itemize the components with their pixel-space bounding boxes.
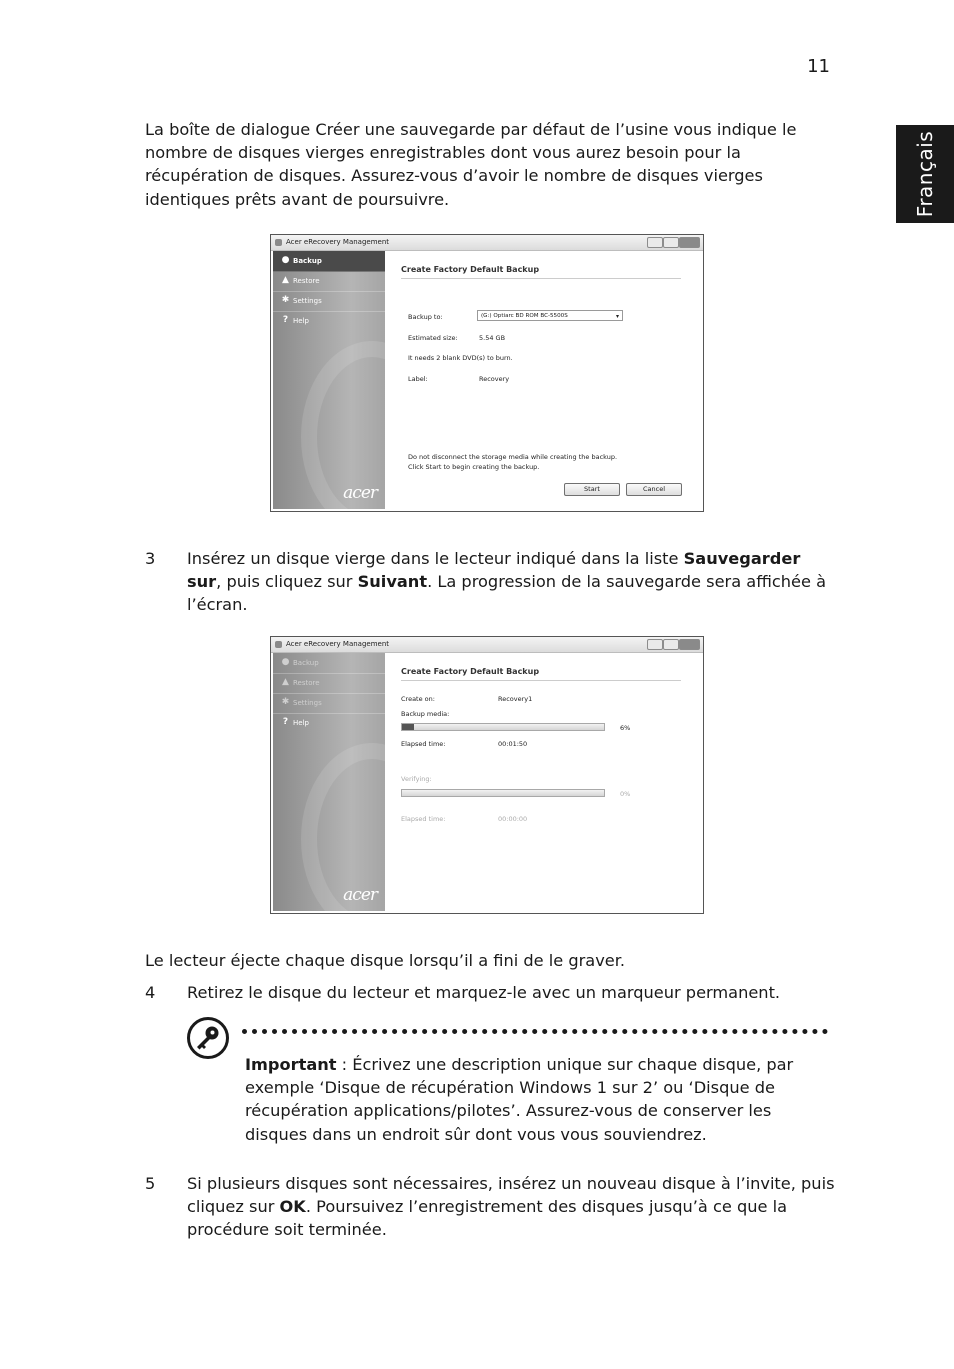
step-3-bold-backup-to: Sauvegarder sur	[187, 549, 801, 592]
dialog-titlebar	[271, 235, 703, 251]
nav-settings-label: Settings	[293, 699, 322, 707]
important-text: : Écrivez une description unique sur chaque disque, par exemple ‘Disque de récupération Windows 1 sur 2’ ou ‘Disque de récupération applications/pilotes’. Assurez-vous de conserver les disques dans un endroit sûr dont vous vous souviendrez.	[245, 1055, 794, 1144]
create-on-value: Recovery1	[498, 695, 533, 703]
label-value: Recovery	[479, 375, 510, 383]
restore-icon: ▲	[282, 275, 289, 285]
maximize-icon	[663, 639, 679, 650]
backup-progress-screenshot	[270, 636, 704, 914]
start-note: Click Start to begin creating the backup.	[408, 463, 540, 471]
step-5-bold-ok: OK	[279, 1197, 306, 1217]
dialog-heading: Create Factory Default Backup	[401, 265, 540, 274]
nav-settings	[273, 693, 385, 714]
nav-settings	[273, 291, 385, 312]
step-5-number: 5	[145, 1174, 156, 1193]
nav-backup	[273, 251, 385, 272]
help-icon: ?	[282, 717, 289, 727]
backup-dialog-screenshot	[270, 234, 704, 512]
step-5-text	[187, 1172, 837, 1242]
step-4-text: Retirez le disque du lecteur et marquez-le avec un marqueur permanent.	[187, 983, 781, 1002]
backup-to-dropdown	[477, 310, 623, 321]
verify-percent: 0%	[620, 790, 631, 798]
backup-percent: 6%	[620, 724, 631, 732]
language-tab-label: Français	[913, 130, 937, 218]
nav-help-label: Help	[293, 317, 309, 325]
dialog-content	[387, 251, 701, 509]
step-3-text	[187, 547, 837, 617]
app-icon	[275, 239, 282, 246]
page-number: 11	[807, 56, 830, 77]
dialog-title: Acer eRecovery Management	[286, 640, 390, 648]
backup-icon: ●	[281, 657, 290, 667]
nav-help-label: Help	[293, 719, 309, 727]
verify-elapsed-value: 00:00:00	[498, 815, 528, 823]
dialog-sidebar	[273, 251, 385, 509]
close-icon	[679, 237, 700, 248]
backup-to-value: (G:) Optiarc BD ROM BC-5500S	[481, 313, 568, 319]
backup-progress-bar	[401, 723, 605, 731]
step-3-text-after: . La progression de la sauvegarde sera affichée à l’écran.	[187, 572, 826, 615]
nav-restore	[273, 673, 385, 694]
language-tab	[896, 125, 954, 223]
label-label: Label:	[408, 375, 428, 383]
backup-icon: ●	[281, 255, 290, 265]
disconnect-note: Do not disconnect the storage media while creating the backup.	[408, 453, 618, 461]
minimize-icon	[647, 639, 663, 650]
note-divider	[242, 1029, 828, 1034]
backup-progress-fill	[402, 724, 414, 730]
maximize-icon	[663, 237, 679, 248]
minimize-icon	[647, 237, 663, 248]
acer-logo: acer	[343, 885, 377, 905]
help-icon: ?	[282, 315, 289, 325]
eject-text: Le lecteur éjecte chaque disque lorsqu’il a fini de le graver.	[145, 951, 626, 970]
dialog-titlebar	[271, 637, 703, 653]
nav-restore-label: Restore	[293, 277, 320, 285]
intro-paragraph: La boîte de dialogue Créer une sauvegarde par défaut de l’usine vous indique le nombre de disques vierges enregistrables dont vous aurez besoin pour la récupération de disques. Assurez-vous d’avoir le nombre de disques vierges identiques prêts avant de poursuivre.	[145, 120, 797, 209]
close-icon	[679, 639, 700, 650]
nav-restore-label: Restore	[293, 679, 320, 687]
nav-help	[273, 713, 385, 733]
nav-restore	[273, 271, 385, 292]
gear-icon: ✱	[281, 697, 290, 707]
backup-media-label: Backup media:	[401, 710, 450, 718]
step-3-number: 3	[145, 549, 156, 568]
acer-logo: acer	[343, 483, 377, 503]
verify-progress-bar	[401, 789, 605, 797]
step-5-text-after: . Poursuivez l’enregistrement des disques jusqu’à ce que la procédure soit terminée.	[187, 1197, 788, 1240]
dialog-title: Acer eRecovery Management	[286, 238, 390, 246]
chevron-down-icon: ▾	[615, 313, 619, 320]
gear-icon: ✱	[281, 295, 290, 305]
nav-backup-label: Backup	[293, 257, 322, 265]
nav-backup	[273, 653, 385, 674]
elapsed-time-value: 00:01:50	[498, 740, 528, 748]
create-on-label: Create on:	[401, 695, 435, 703]
heading-divider	[401, 278, 681, 279]
important-label: Important	[245, 1055, 337, 1074]
cancel-button: Cancel	[626, 483, 682, 496]
step-4-number: 4	[145, 983, 156, 1002]
nav-backup-label: Backup	[293, 659, 319, 667]
nav-settings-label: Settings	[293, 297, 322, 305]
heading-divider	[401, 680, 681, 681]
backup-to-label: Backup to:	[408, 313, 443, 321]
dvd-needs-text: It needs 2 blank DVD(s) to burn.	[408, 354, 513, 362]
estimated-size-value: 5.54 GB	[479, 334, 506, 342]
verifying-label: Verifying:	[401, 775, 432, 783]
elapsed-time-label: Elapsed time:	[401, 740, 446, 748]
restore-icon: ▲	[282, 677, 289, 687]
step-3-text-middle: , puis cliquez sur	[216, 572, 358, 592]
nav-help	[273, 311, 385, 331]
step-3-bold-next: Suivant	[357, 572, 428, 592]
start-button: Start	[564, 483, 620, 496]
dialog-content	[387, 653, 701, 911]
dialog-heading: Create Factory Default Backup	[401, 667, 540, 676]
dialog-sidebar	[273, 653, 385, 911]
step-3-text-before: Insérez un disque vierge dans le lecteur indiqué dans la liste	[187, 549, 684, 568]
app-icon	[275, 641, 282, 648]
estimated-size-label: Estimated size:	[408, 334, 458, 342]
step-5-text-before: Si plusieurs disques sont nécessaires, insérez un nouveau disque à l’invite, puis cliquez sur	[187, 1174, 835, 1217]
important-note	[245, 1053, 830, 1146]
key-icon	[186, 1016, 230, 1060]
verify-elapsed-label: Elapsed time:	[401, 815, 446, 823]
